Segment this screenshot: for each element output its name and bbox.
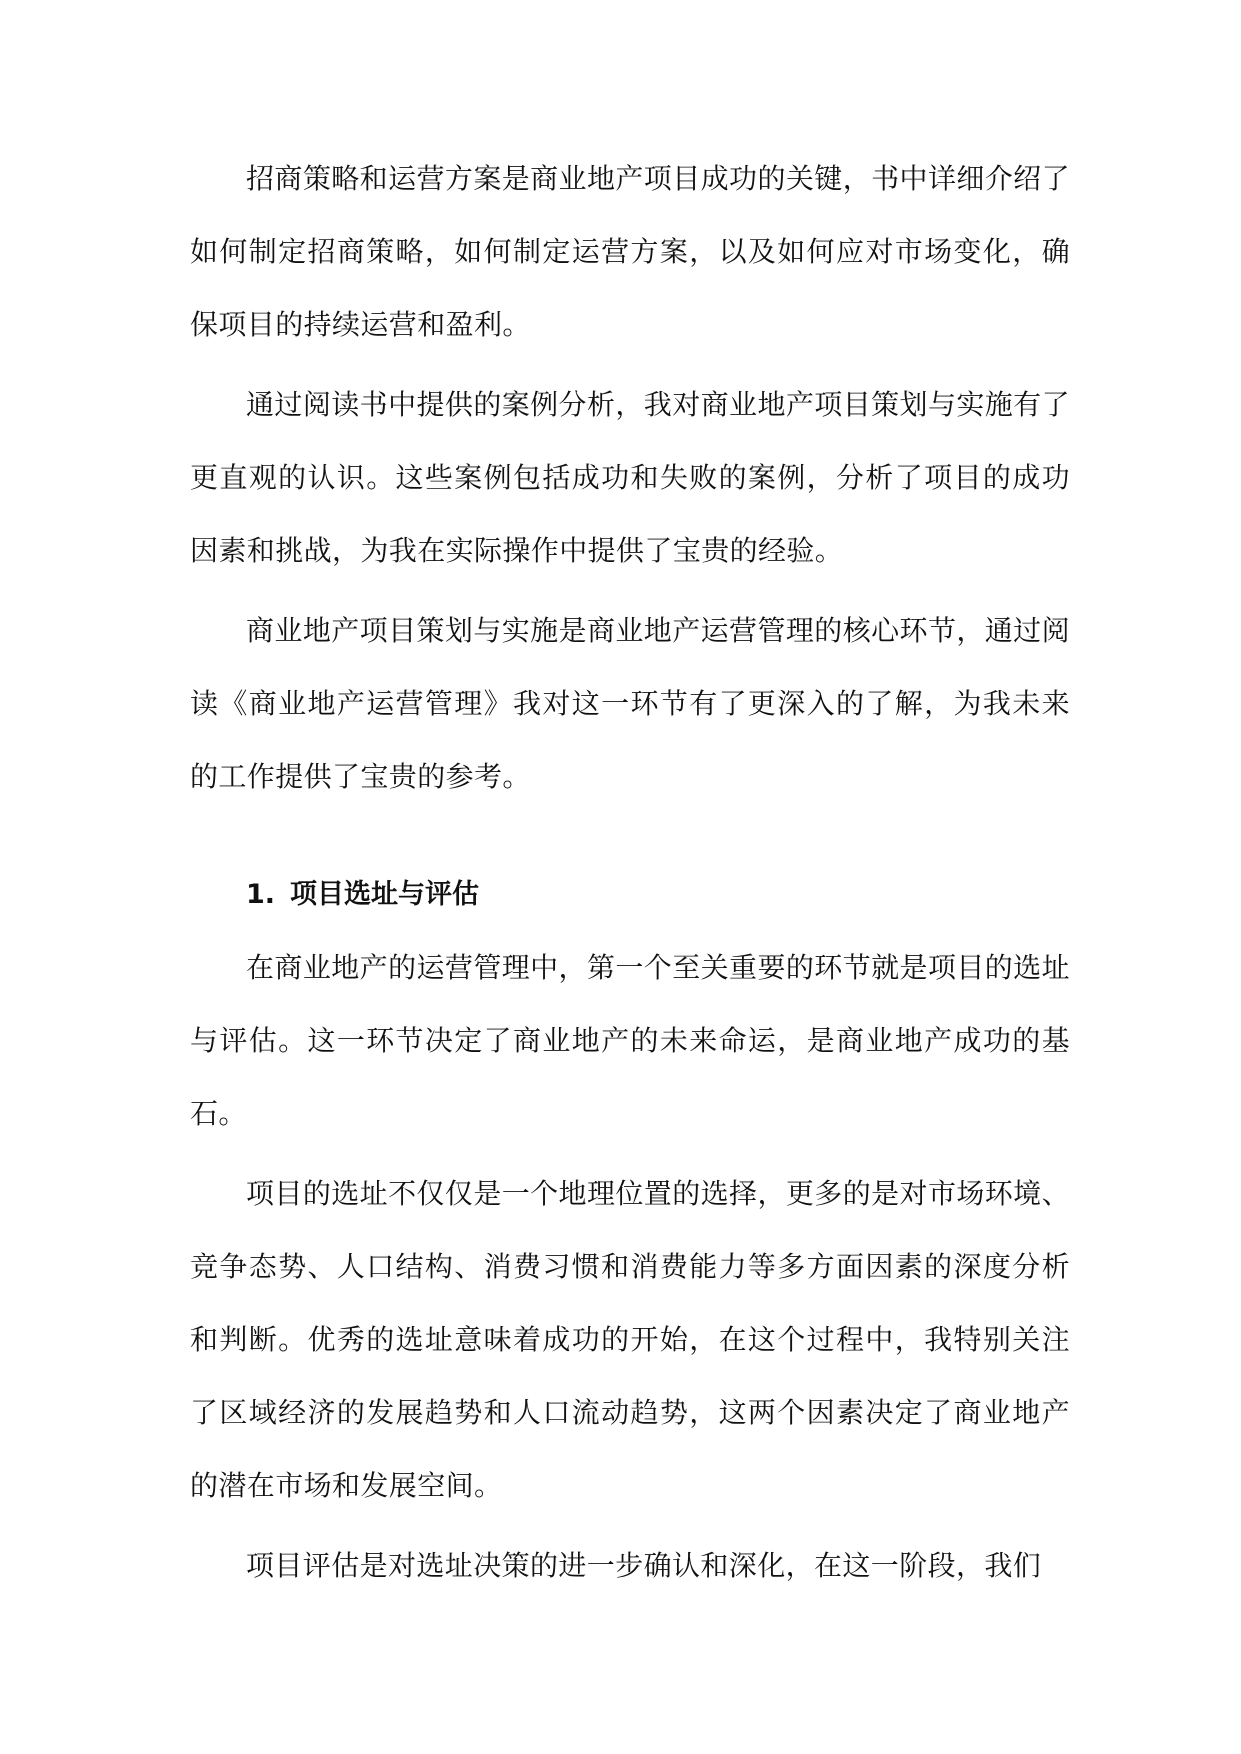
paragraph-project-evaluation: 项目评估是对选址决策的进一步确认和深化，在这一阶段，我们 <box>246 1549 1042 1582</box>
document-body <box>190 142 1070 1602</box>
paragraph-site-selection-analysis: 项目的选址不仅仅是一个地理位置的选择，更多的是对市场环境、竞争态势、人口结构、消费习惯和消费能力等多方面因素的深度分析和判断。优秀的选址意味着成功的开始，在这个过程中，我特别关注了区域经济的发展趋势和人口流动趋势，这两个因素决定了商业地产的潜在市场和发展空间。 <box>190 1177 1070 1502</box>
paragraph-planning-summary: 商业地产项目策划与实施是商业地产运营管理的核心环节，通过阅读《商业地产运营管理》我对这一环节有了更深入的了解，为我未来的工作提供了宝贵的参考。 <box>190 614 1070 793</box>
section-heading <box>190 858 1070 931</box>
section-heading-number: 1. <box>246 879 276 910</box>
paragraph-site-selection-intro: 在商业地产的运营管理中，第一个至关重要的环节就是项目的选址与评估。这一环节决定了商业地产的未来命运，是商业地产成功的基石。 <box>190 951 1070 1130</box>
paragraph-investment-strategy: 招商策略和运营方案是商业地产项目成功的关键，书中详细介绍了如何制定招商策略，如何制定运营方案，以及如何应对市场变化，确保项目的持续运营和盈利。 <box>190 162 1070 341</box>
paragraph-case-analysis: 通过阅读书中提供的案例分析，我对商业地产项目策划与实施有了更直观的认识。这些案例包括成功和失败的案例，分析了项目的成功因素和挑战，为我在实际操作中提供了宝贵的经验。 <box>190 388 1070 567</box>
section-heading-title: 项目选址与评估 <box>290 879 479 910</box>
